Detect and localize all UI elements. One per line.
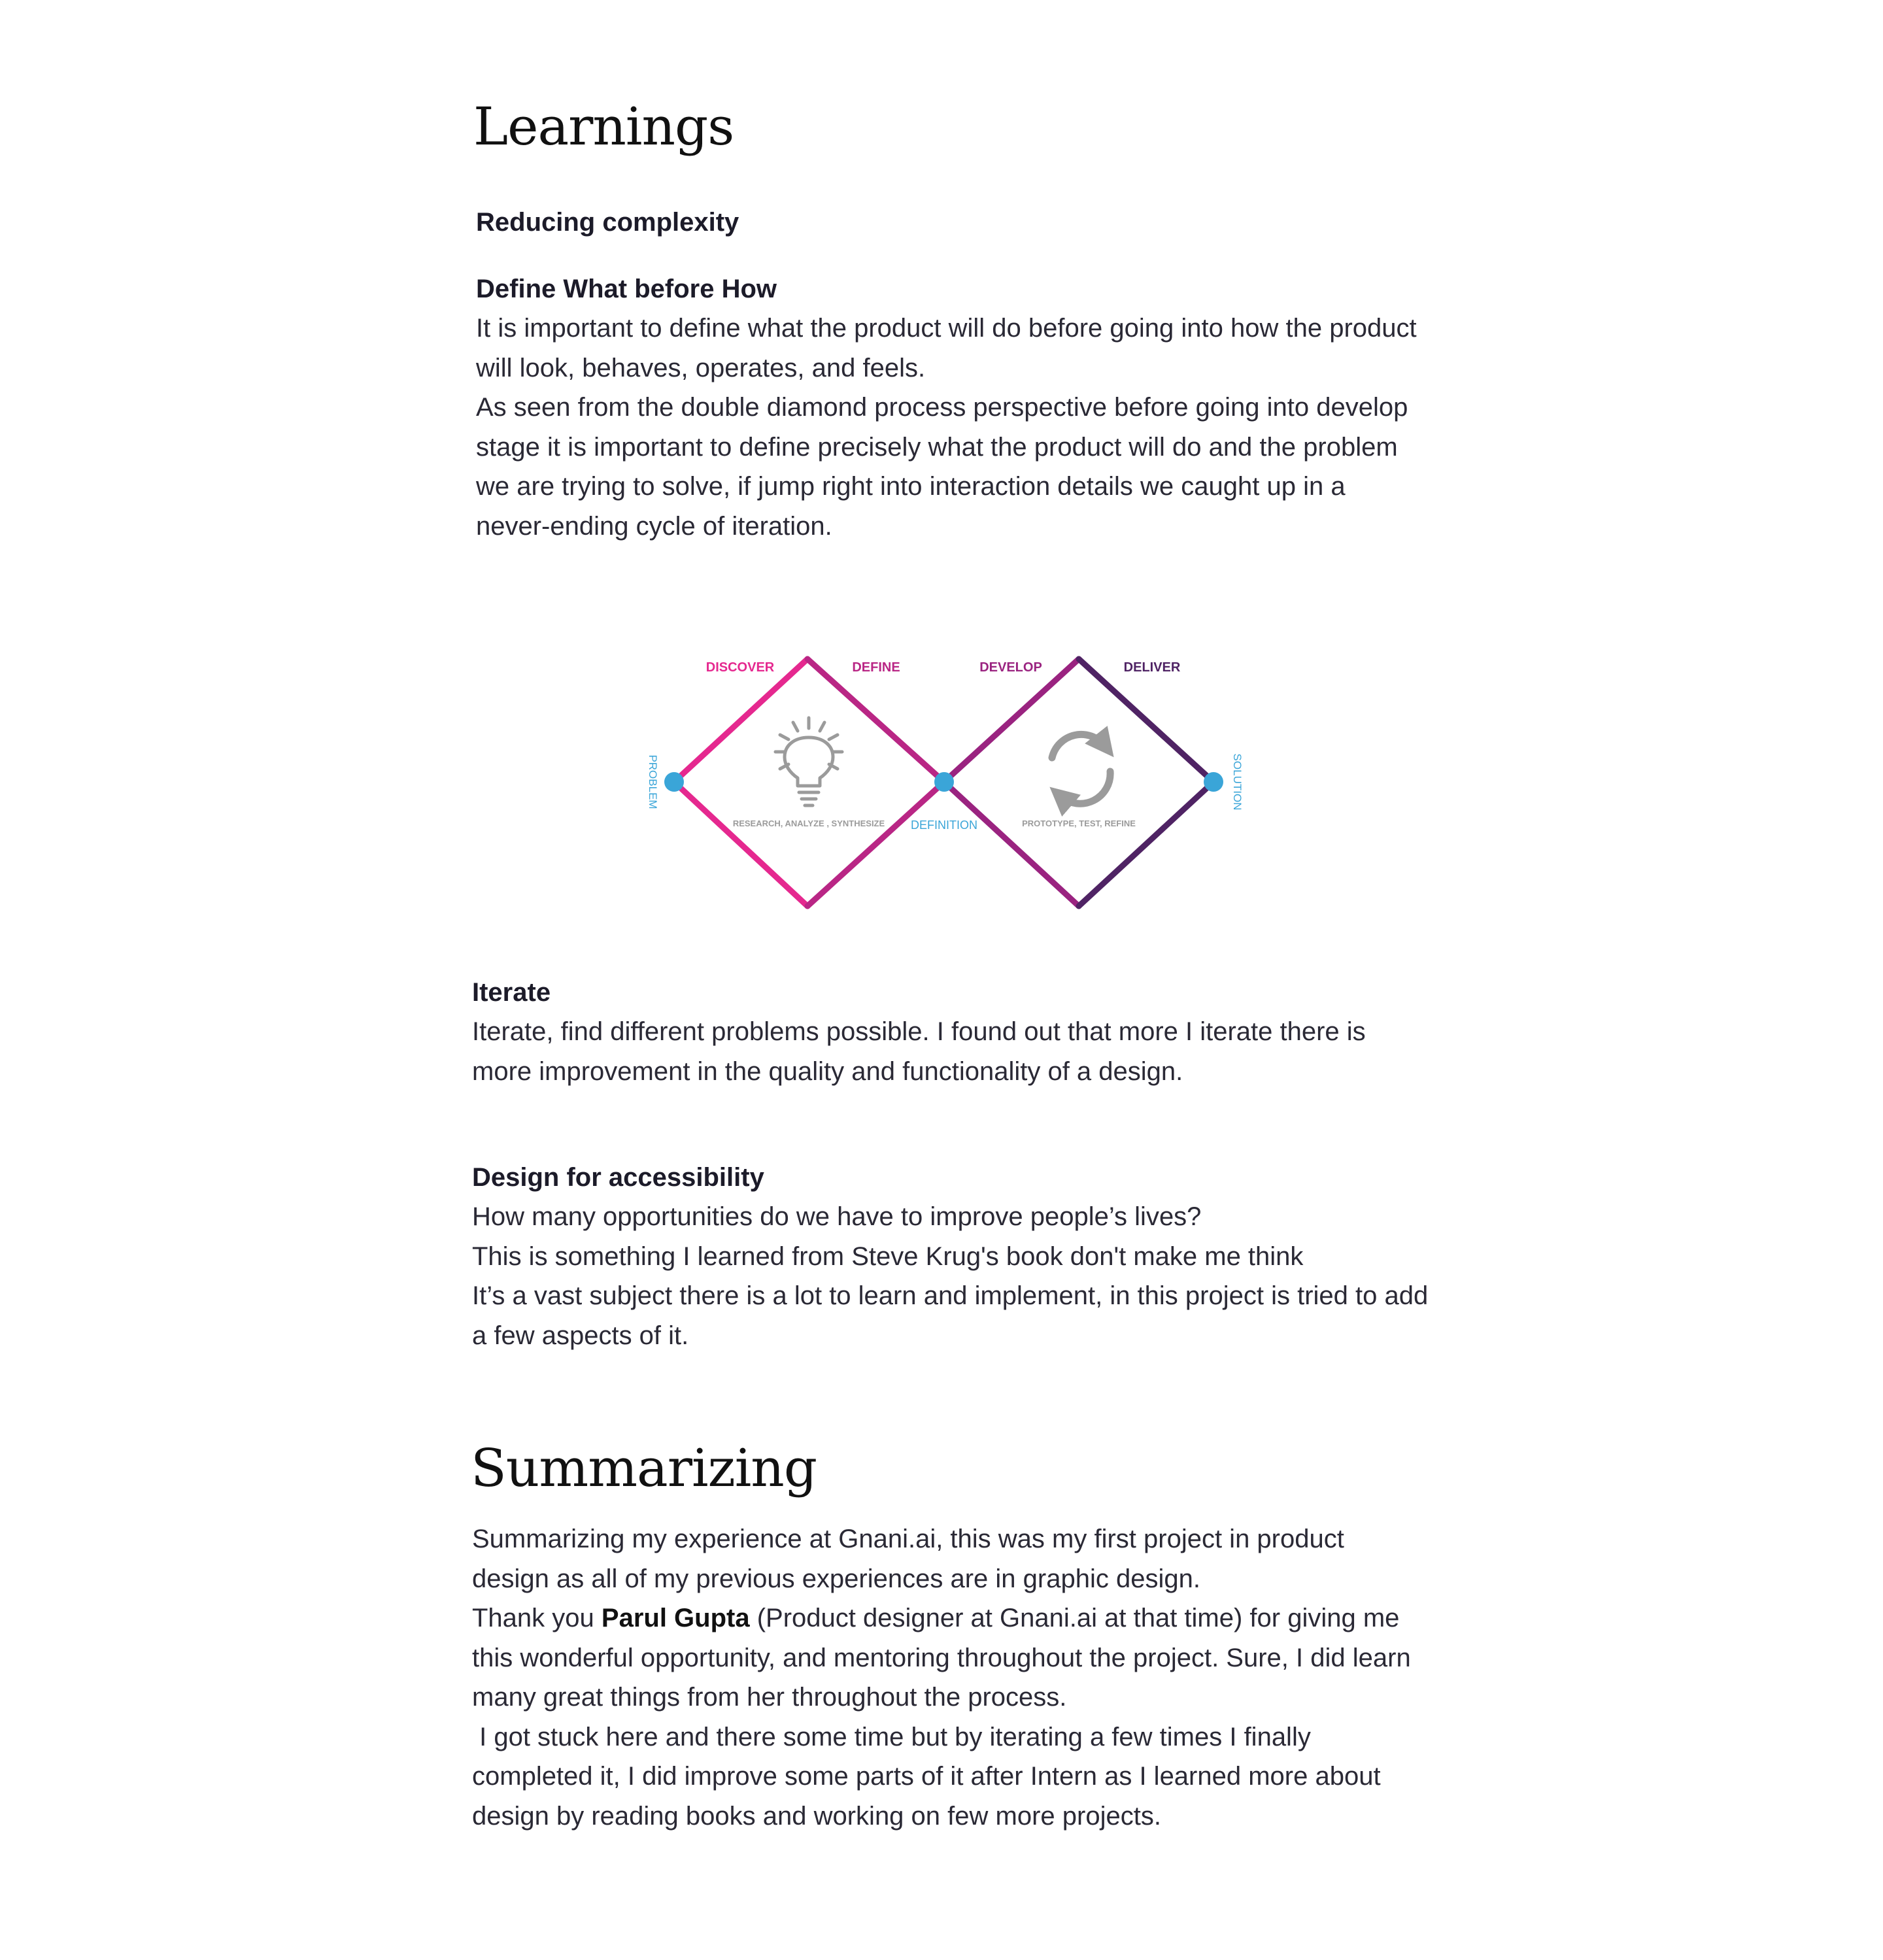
summary-line: design by reading books and working on few more projects. (472, 1801, 1161, 1831)
refresh-cycle-icon-arc (1060, 771, 1110, 803)
summarizing-title: Summarizing (471, 1438, 817, 1498)
lightbulb-icon-bulb (785, 737, 833, 786)
define-line: we are trying to solve, if jump right into interaction details we caught up in a (476, 472, 1346, 501)
define-line: stage it is important to define precisely what the product will do and the problem (476, 432, 1398, 462)
refresh-cycle-icon (1052, 734, 1110, 803)
summary-line: Summarizing my experience at Gnani.ai, this was my first project in product (472, 1525, 1344, 1553)
summary-line: completed it, I did improve some parts of it after Intern as I learned more about (472, 1762, 1381, 1791)
definition-node (934, 772, 954, 792)
stage-label-develop: DEVELOP (979, 660, 1042, 675)
lightbulb-icon-ray (829, 735, 838, 739)
caption-develop-deliver: PROTOTYPE, TEST, REFINE (1022, 819, 1136, 828)
develop-edge-upper (944, 659, 1079, 782)
problem-node (664, 772, 684, 792)
summary-paragraph (472, 1519, 1411, 1836)
define-line: As seen from the double diamond process perspective before going into develop (476, 393, 1408, 422)
reducing-complexity-subtitle: Reducing complexity (476, 208, 739, 237)
double-diamond-diagram (634, 647, 1262, 922)
summary-line: I got stuck here and there some time but by iterating a few times I finally (472, 1722, 1311, 1751)
stage-label-discover: DISCOVER (705, 660, 775, 675)
learnings-title: Learnings (473, 96, 734, 157)
refresh-cycle-icon-arc (1052, 734, 1105, 758)
point-label-solution: SOLUTION (1231, 753, 1244, 811)
discover-edge-lower (674, 782, 807, 906)
stage-label-define: DEFINE (852, 660, 900, 675)
define-line: never-ending cycle of iteration. (476, 511, 832, 541)
solution-node (1204, 772, 1223, 792)
lightbulb-icon-ray (780, 735, 789, 739)
summary-line (472, 1598, 1411, 1638)
lightbulb-icon-ray (793, 722, 798, 731)
iterate-line: more improvement in the quality and functionality of a design. (472, 1056, 1183, 1086)
accessibility-line: It’s a vast subject there is a lot to learn and implement, in this project is tried to add (472, 1281, 1429, 1310)
caption-discover-define: RESEARCH, ANALYZE , SYNTHESIZE (732, 819, 885, 828)
define-line: will look, behaves, operates, and feels. (476, 353, 926, 382)
accessibility-heading: Design for accessibility (472, 1163, 764, 1192)
lightbulb-icon-ray (820, 722, 824, 731)
define-line: It is important to define what the product will do before going into how the product (476, 314, 1417, 343)
summary-line: many great things from her throughout the process. (472, 1683, 1067, 1712)
accessibility-line: This is something I learned from Steve Krug's book don't make me think (472, 1242, 1304, 1271)
deliver-edge-upper (1079, 659, 1213, 782)
define-paragraph (476, 309, 1417, 546)
define-heading: Define What before How (476, 275, 777, 303)
define-edge-lower (807, 782, 944, 906)
iterate-line: Iterate, find different problems possible. I found out that more I iterate there is (472, 1017, 1366, 1046)
stage-label-deliver: DELIVER (1123, 660, 1181, 675)
accessibility-paragraph (472, 1197, 1428, 1355)
summary-thanks-text: Thank you (472, 1604, 602, 1632)
mentor-name: Parul Gupta (601, 1604, 750, 1632)
iterate-paragraph (472, 1012, 1366, 1091)
iterate-heading: Iterate (472, 978, 551, 1007)
point-label-problem: PROBLEM (647, 754, 659, 809)
develop-edge-lower (944, 782, 1079, 906)
summary-thanks-rest: (Product designer at Gnani.ai at that time) for giving me (749, 1604, 1400, 1632)
accessibility-line: How many opportunities do we have to improve people’s lives? (472, 1202, 1202, 1231)
lightbulb-icon (775, 718, 842, 805)
accessibility-line: a few aspects of it. (472, 1321, 689, 1350)
summary-line: this wonderful opportunity, and mentoring throughout the project. Sure, I did learn (472, 1643, 1411, 1672)
summary-line: design as all of my previous experiences are in graphic design. (472, 1564, 1200, 1593)
point-label-definition: DEFINITION (911, 819, 977, 832)
